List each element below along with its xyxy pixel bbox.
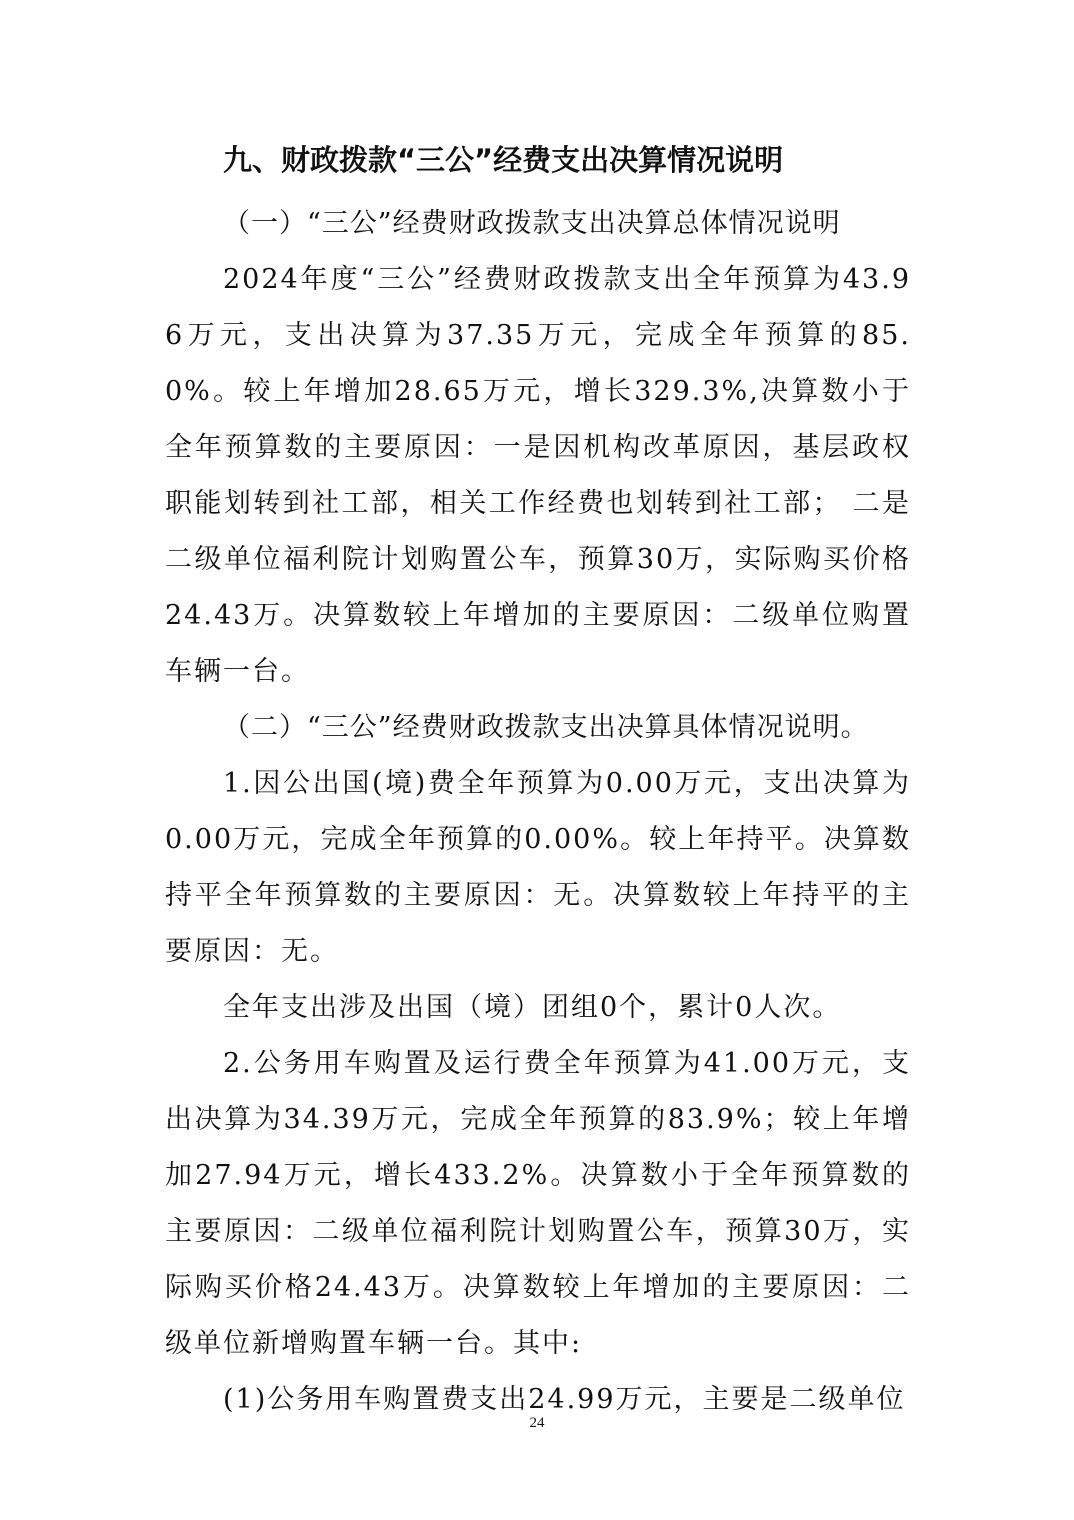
paragraph-vehicle-purchase: (1)公务用车购置费支出24.99万元，主要是二级单位 [223,1384,906,1415]
paragraph-overseas-travel: 1.因公出国(境)费全年预算为0.00万元，支出决算为0.00万元，完成全年预算的0.00%。较上年持平。决算数持平全年预算数的主要原因：无。决算数较上年持平的主要原因：无。 [165,768,911,967]
section-heading: 九、财政拨款“三公”经费支出决算情况说明 [223,143,784,177]
paragraph-official-vehicles: 2.公务用车购置及运行费全年预算为41.00万元，支出决算为34.39万元，完成全年预算的83.9%；较上年增加27.94万元，增长433.2%。决算数小于全年预算数的主要原因：二级单位福利院计划购置公车，预算30万，实际购买价格24.43万。决算数较上年增加的主要原因：二级单位新增购置车辆一台。其中: [165,1048,911,1359]
paragraph-overall-summary: 2024年度“三公”经费财政拨款支出全年预算为43.96万元，支出决算为37.35万元，完成全年预算的85.0%。较上年增加28.65万元，增长329.3%,决算数小于全年预算数的主要原因：一是因机构改革原因，基层政权职能划转到社工部，相关工作经费也划转到社工部； 二是二级单位福利院计划购置公车，预算30万，实际购买价格24.43万。决算数较上年增加的主要原因：二级单位购置车辆一台。 [165,264,911,687]
subsection-heading-details: （二）“三公”经费财政拨款支出决算具体情况说明。 [223,712,869,743]
page-number: 24 [529,1415,545,1431]
document-body [165,140,911,1428]
subsection-heading-overall: （一）“三公”经费财政拨款支出决算总体情况说明 [223,208,841,239]
paragraph-overseas-groups: 全年支出涉及出国（境）团组0个，累计0人次。 [223,992,842,1023]
